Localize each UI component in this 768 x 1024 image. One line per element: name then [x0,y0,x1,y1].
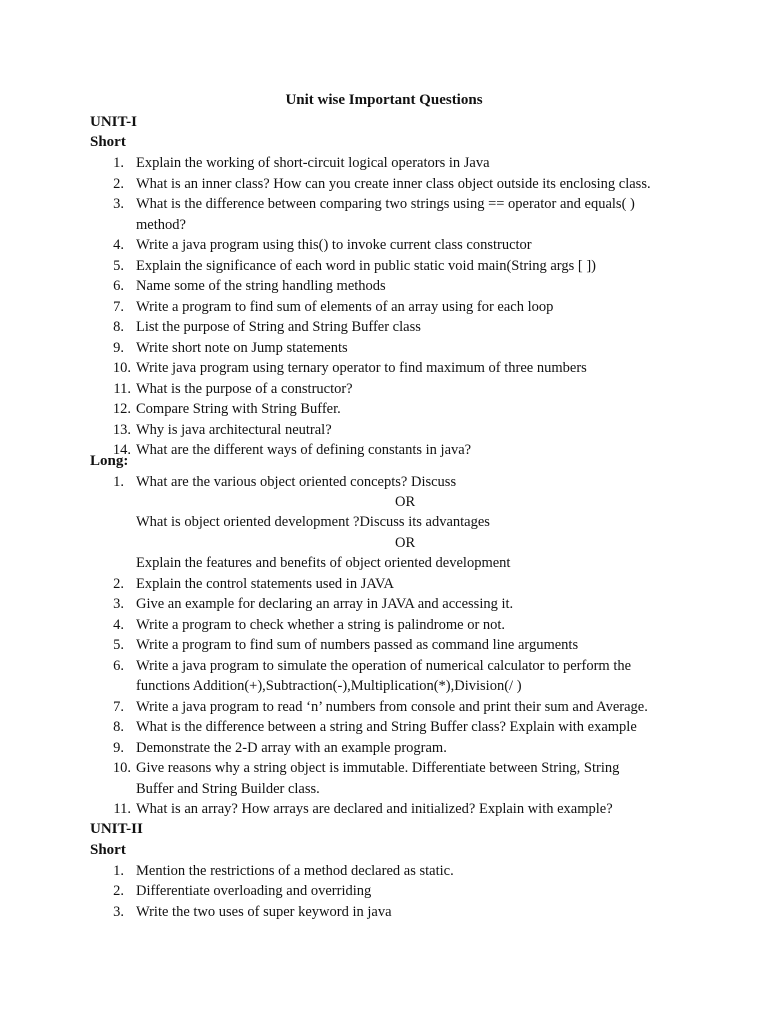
list-number: 7. [113,298,124,315]
question-text: What is an array? How arrays are declared and initialized? Explain with example? [136,801,613,817]
list-number: 4. [113,616,124,633]
list-number: 2. [113,883,124,899]
question-text: Write a java program using this() to invoke current class constructor [136,237,532,253]
or-separator: OR [395,535,416,551]
list-number: 3. [113,596,124,612]
page-title: Unit wise Important Questions [285,92,483,108]
question-text: method? [136,216,186,233]
question-text: Explain the features and benefits of object oriented development [136,555,511,571]
list-number: 10. [112,360,131,376]
unit2-heading: UNIT-II [90,821,143,837]
list-number: 8. [113,319,124,335]
list-number: 1. [113,155,124,171]
list-number: 10. [112,760,131,776]
list-number: 4. [113,237,124,253]
question-text: What is object oriented development ?Discuss its advantages [136,514,490,530]
question-text: What is the difference between a string and String Buffer class? Explain with example [136,719,637,735]
question-text: Why is java architectural neutral? [136,421,332,438]
question-text: Write a java program to simulate the operation of numerical calculator to perform the [136,657,632,674]
list-number: 6. [113,657,124,674]
question-text: Explain the control statements used in JAVA [136,575,395,592]
question-text: Write java program using ternary operator to find maximum of three numbers [136,360,587,376]
question-text: Write a program to find sum of elements of an array using for each loop [136,298,554,315]
question-text: Explain the significance of each word in public static void main(String args [ ]) [136,257,596,274]
question-text: Give reasons why a string object is immutable. Differentiate between String, String [136,760,620,776]
list-number: 9. [113,339,124,356]
question-text: Write short note on Jump statements [136,339,348,356]
unit1-short-heading: Short [90,134,126,150]
question-text: What are the various object oriented concepts? Discuss [136,474,457,490]
unit1-long-heading: Long: [90,453,129,469]
question-text: Write a java program to read ‘n’ numbers from console and print their sum and Average. [136,698,648,715]
list-number: 13. [112,421,131,438]
question-text: Compare String with String Buffer. [136,401,341,417]
list-number: 6. [113,278,124,294]
question-text: Buffer and String Builder class. [136,780,320,797]
list-number: 1. [113,474,124,490]
list-number: 9. [113,739,124,756]
list-number: 2. [113,575,124,592]
question-text: Write a program to find sum of numbers passed as command line arguments [136,637,579,653]
list-number: 3. [113,196,124,212]
list-number: 12. [112,401,131,417]
question-text: List the purpose of String and String Buffer class [136,319,421,335]
question-text: Explain the working of short-circuit logical operators in Java [136,155,490,171]
question-text: What are the different ways of defining constants in java? [136,442,472,458]
list-number: 8. [113,719,124,735]
or-separator: OR [395,494,416,510]
question-text: Mention the restrictions of a method declared as static. [136,862,454,879]
unit1-heading: UNIT-I [90,114,137,130]
list-number: 2. [113,175,124,192]
list-number: 3. [113,903,124,920]
question-text: What is an inner class? How can you create inner class object outside its enclosing class. [136,175,651,192]
list-number: 1. [113,862,124,879]
question-text: functions Addition(+),Subtraction(-),Multiplication(*),Division(/ ) [136,678,522,694]
list-number: 14. [112,442,131,458]
unit2-short-heading: Short [90,842,126,858]
list-number: 5. [113,257,124,274]
question-text: Write the two uses of super keyword in java [136,903,392,920]
list-number: 5. [113,637,124,653]
question-text: What is the difference between comparing two strings using == operator and equals( ) [136,196,635,212]
list-number: 7. [113,698,124,715]
question-text: What is the purpose of a constructor? [136,380,353,397]
question-text: Name some of the string handling methods [136,278,386,294]
question-text: Write a program to check whether a string is palindrome or not. [136,616,506,633]
list-number: 11. [113,380,131,397]
question-text: Demonstrate the 2-D array with an example program. [136,739,447,756]
question-text: Differentiate overloading and overriding [136,883,372,899]
question-text: Give an example for declaring an array in JAVA and accessing it. [136,596,514,612]
list-number: 11. [113,801,131,817]
